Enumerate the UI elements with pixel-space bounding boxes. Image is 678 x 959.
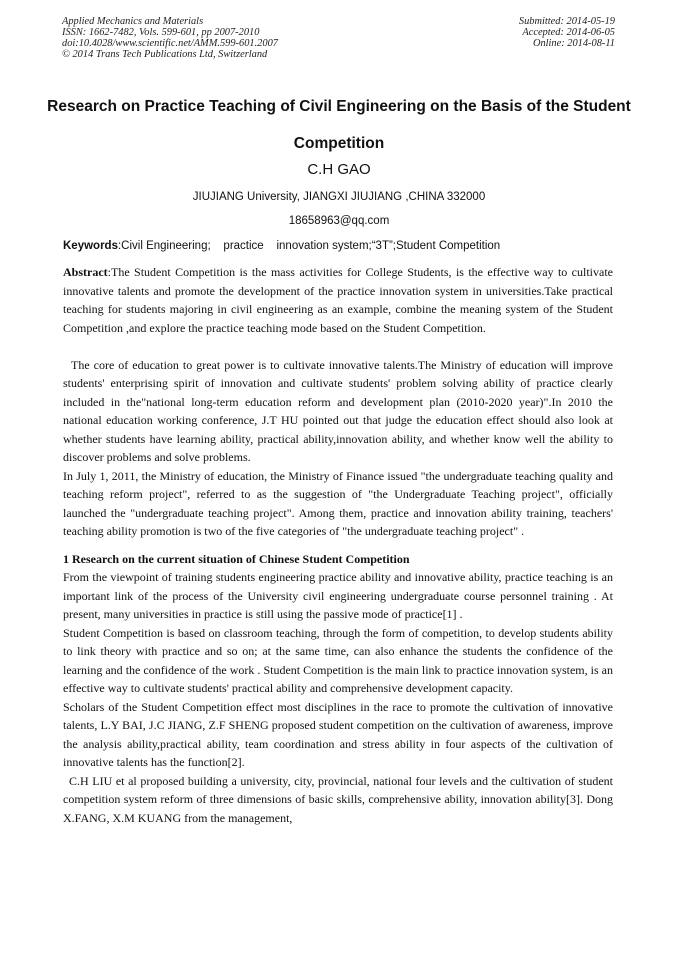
paper-title: Research on Practice Teaching of Civil Engineering on the Basis of the Student Competition bbox=[47, 98, 631, 152]
section-paragraph: From the viewpoint of training students engineering practice ability and innovative ability, practice teaching is an important link of the process of the University civil engineering undergraduate course personnel training . At present, many universities in practice is still using the passive mode of practice[1] . bbox=[63, 570, 613, 621]
section-paragraph: C.H LIU et al proposed building a university, city, provincial, national four levels and the cultivation of student competition system reform of three dimensions of basic skills, comprehensive ability, innovation ability[3]. Dong X.FANG, X.M KUANG from the management, bbox=[63, 773, 613, 825]
abstract-text: :The Student Competition is the mass activities for College Students, is the effective way to cultivate innovative talents and promote the development of the practice innovation system in universities.Take practical teaching for students majoring in civil engineering as an example, combine the meaning system of the Student Competition ,and explore the practice teaching mode based on the Student Competition. bbox=[63, 265, 613, 335]
journal-info bbox=[62, 16, 278, 60]
keywords-label: Keywords bbox=[63, 240, 118, 252]
publication-dates bbox=[519, 16, 615, 49]
section-heading: 1 Research on the current situation of Chinese Student Competition bbox=[63, 551, 410, 566]
doi-line[interactable]: doi:10.4028/www.scientific.net/AMM.599-601.2007 bbox=[62, 38, 278, 49]
keywords-line bbox=[63, 240, 618, 252]
section-paragraph: Student Competition is based on classroom teaching, through the form of competition, to develop students ability to link theory with practice and so on; at the same time, can also enhance the students the confidence of the learning and the confidence of the work . Student Competition is the main link to practice innovation system, is an effective way to cultivate students' practical ability and comprehensive development capacity. bbox=[63, 625, 613, 695]
submitted-date: Submitted: 2014-05-19 bbox=[518, 16, 615, 27]
intro-paragraph: In July 1, 2011, the Ministry of education, the Ministry of Finance issued "the undergraduate teaching quality and teaching reform project", referred to as the suggestion of "the Undergraduate Teaching project", officially launched the "undergraduate teaching project". Among them, practice and innovation ability training, teachers' teaching ability promotion is two of the five categories of "the undergraduate teaching project" . bbox=[63, 468, 613, 538]
paper-body bbox=[63, 263, 613, 827]
issn-line: ISSN: 1662-7482, Vols. 599-601, pp 2007-2010 bbox=[62, 27, 260, 38]
abstract-label: Abstract bbox=[63, 265, 108, 279]
intro-paragraph: The core of education to great power is to cultivate innovative talents.The Ministry of education will improve students' enterprising spirit of innovation and cultivate students' problem solving ability of practice clearly included in the"national long-term education reform and development plan (2010-2020 year)".In 2010 the national education working conference, J.T HU pointed out that judge the education effect should also look at whether students have learning ability, practical ability,innovation ability, and whether know well the ability to discover problems and solve problems. bbox=[63, 357, 613, 464]
abstract-paragraph bbox=[63, 263, 613, 337]
author-affiliation: JIUJIANG University, JIANGXI JIUJIANG ,CHINA 332000 bbox=[192, 191, 486, 203]
online-date: Online: 2014-08-11 bbox=[532, 38, 615, 49]
author-email[interactable]: 18658963@qq.com bbox=[288, 215, 390, 227]
keywords-text: :Civil Engineering; practice innovation system;“3T”;Student Competition bbox=[117, 240, 501, 252]
journal-name: Applied Mechanics and Materials bbox=[62, 16, 204, 27]
paragraph-gap bbox=[63, 337, 613, 356]
copyright-line: © 2014 Trans Tech Publications Ltd, Switzerland bbox=[62, 49, 268, 60]
author-name: C.H GAO bbox=[307, 161, 371, 178]
section-paragraph: Scholars of the Student Competition effect most disciplines in the race to promote the cultivation of innovative talents, L.Y BAI, J.C JIANG, Z.F SHENG proposed student competition on the cultivation of awareness, improve the analysis ability,practical ability, team coordination and stress ability in four aspects of the cultivation of innovative talents has the function[2]. bbox=[63, 699, 613, 769]
accepted-date: Accepted: 2014-06-05 bbox=[522, 27, 615, 38]
